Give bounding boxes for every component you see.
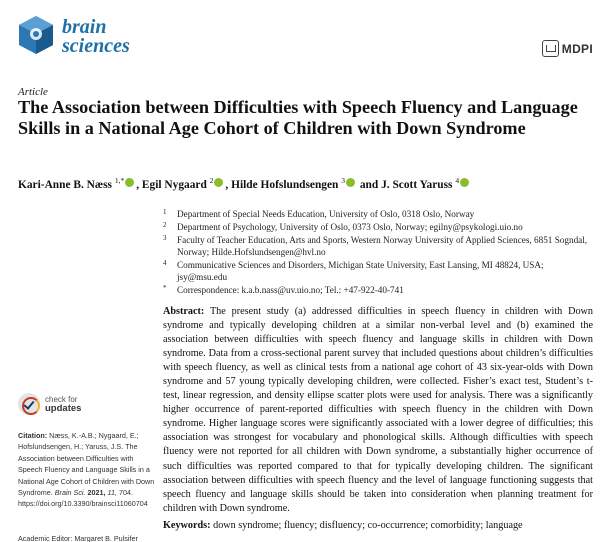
citation-volume: 11, <box>107 488 117 498</box>
check-updates-line1: check for <box>45 395 78 404</box>
brain-logo-icon <box>16 14 56 60</box>
affiliation-text: Faculty of Teacher Education, Arts and Sports, Western Norway University of Applied Sciences, 6851 Sogndal, Norway; Hilde.Hofslundsengen@hvl.no <box>177 235 588 257</box>
affiliation-item <box>163 208 593 220</box>
paper-title: The Association between Difficulties with Speech Fluency and Language Skills in a National Age Cohort of Children with Down Syndrome <box>18 97 578 138</box>
orcid-icon[interactable] <box>346 178 355 187</box>
affiliation-item <box>163 221 593 233</box>
keywords-label: Keywords: <box>163 520 211 531</box>
affiliation-list <box>163 208 593 297</box>
affiliation-number: 4 <box>163 259 167 267</box>
abstract-text: The present study (a) addressed difficulties in speech fluency in children with Down syndrome and typically developing children at a similar non-verbal level and (b) examined the association between difficulties with speech fluency and language skills in children with Down syndrome. Data from a cross-sectional parent survey that included questions about children’s difficulties with speech fluency, as well as clinical tests from a national age cohort of 43 six-year-olds with Down syndrome and 57 young typically developing children, were collected. Fisher’s exact test, Student’s t-test, linear regression, and density ellipse scatter plots were used for analysis. There was a significantly higher occurrence of parent-reported difficulties with speech fluency in the children with Down syndrome. Higher language scores were significantly associated with a lower degree of difficulties; this association was strongest for vocabulary and phonological skills. Although difficulties with speech fluency were not reported for all children with Down syndrome, a substantially higher occurrence of such difficulties was reported compared to that for typically developing children. The significant association between difficulties with speech fluency and the level of language functioning suggests that speech fluency and language skills should be taken into consideration when planning treatment for children with Down syndrome. <box>163 306 593 514</box>
author-affiliation-mark: 4 <box>455 176 460 185</box>
affiliation-number: * <box>163 284 167 292</box>
correspondence-text: Correspondence: k.a.b.nass@uv.uio.no; Tel.: +47-922-40-741 <box>177 285 404 295</box>
academic-editor: Academic Editor: Margaret B. Pulsifer <box>18 534 138 542</box>
citation-year: 2021, <box>87 488 106 498</box>
keywords-text: down syndrome; fluency; disfluency; co-occurrence; comorbidity; language <box>213 520 523 531</box>
author-name[interactable]: Kari-Anne B. Næss <box>18 178 112 191</box>
author-name[interactable]: Egil Nygaard <box>141 178 207 191</box>
citation-journal: Brain Sci. <box>54 488 86 498</box>
author-affiliation-mark: 2 <box>209 176 214 185</box>
citation-doi[interactable]: 704. https://doi.org/10.3390/brainsci11060704 <box>18 488 148 509</box>
citation-text: Næss, K.-A.B.; Nygaard, E.; Hofslundsengen, H.; Yaruss, J.S. The Association between Difficulties with Speech Fluency and Language Skills in a National Age Cohort of Children with Down Syndrome. <box>18 431 155 498</box>
affiliation-number: 3 <box>163 234 167 242</box>
check-updates-label <box>45 395 81 413</box>
affiliation-number: 2 <box>163 221 167 229</box>
affiliation-text: Department of Special Needs Education, University of Oslo, 0318 Oslo, Norway <box>177 209 475 219</box>
orcid-icon[interactable] <box>214 178 223 187</box>
affiliation-item <box>163 259 593 283</box>
abstract <box>163 305 593 516</box>
author-affiliation-mark: 1,* <box>114 176 125 185</box>
citation-block <box>18 430 156 510</box>
journal-logo <box>16 14 130 60</box>
author-name[interactable]: J. Scott Yaruss <box>381 178 453 191</box>
correspondence-item <box>163 284 593 296</box>
affiliation-text: Communicative Sciences and Disorders, Michigan State University, East Lansing, MI 48824, USA; jsy@msu.edu <box>177 260 544 282</box>
orcid-icon[interactable] <box>460 178 469 187</box>
check-for-updates-button[interactable] <box>18 393 81 415</box>
article-type: Article <box>18 86 48 98</box>
check-updates-icon <box>18 393 40 415</box>
check-updates-line2: updates <box>45 403 82 414</box>
mdpi-icon <box>542 40 559 57</box>
affiliation-text: Department of Psychology, University of Oslo, 0373 Oslo, Norway; egilny@psykologi.uio.no <box>177 222 523 232</box>
orcid-icon[interactable] <box>125 178 134 187</box>
author-name[interactable]: Hilde Hofslundsengen <box>231 178 339 191</box>
author-affiliation-mark: 3 <box>341 176 346 185</box>
abstract-label: Abstract: <box>163 306 205 317</box>
journal-name-line1: brain <box>62 16 107 38</box>
author-list: Kari-Anne B. Næss $^{1,*}$ , Egil Nygaard $^2$ , Hilde Hofslundsengen $^3$ and J. Scott Yaruss $^4$ <box>18 176 471 191</box>
citation-label: Citation: <box>18 431 48 440</box>
journal-name-line2: sciences <box>62 35 130 57</box>
publisher-logo <box>542 40 593 57</box>
journal-name <box>62 18 130 56</box>
keywords <box>163 520 593 531</box>
publisher-name: MDPI <box>561 41 593 56</box>
affiliation-number: 1 <box>163 208 167 216</box>
affiliation-item <box>163 234 593 258</box>
